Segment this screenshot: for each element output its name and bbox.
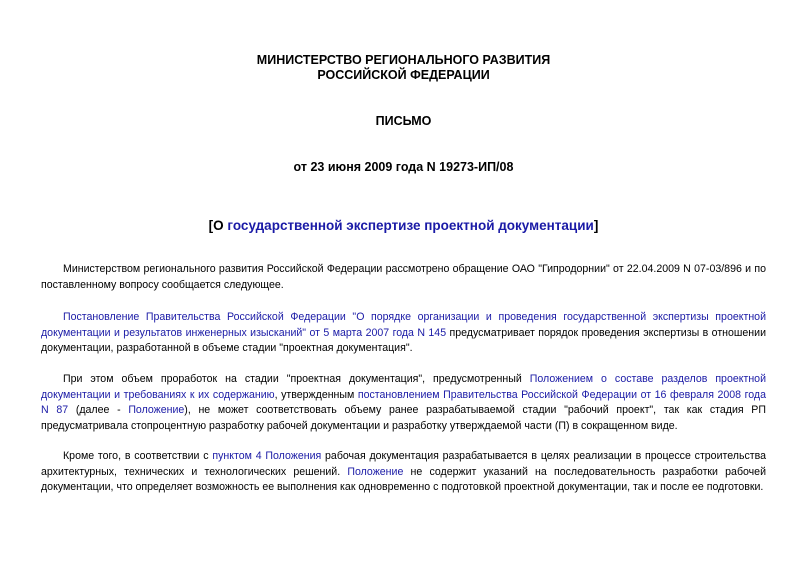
ministry-line-1: МИНИСТЕРСТВО РЕГИОНАЛЬНОГО РАЗВИТИЯ — [256, 53, 551, 67]
regulation-sections-link[interactable]: Положением о составе разделов проектной документации и требованиях к их содержанию — [41, 373, 766, 401]
regulation-link[interactable]: Положение — [128, 404, 185, 416]
paragraph-3-text-2: , утвержденным — [274, 388, 358, 401]
ministry-line-2: РОССИЙСКОЙ ФЕДЕРАЦИИ — [317, 68, 490, 82]
paragraph-2 — [41, 310, 766, 357]
document-subject — [0, 218, 807, 233]
document-date-number: от 23 июня 2009 года N 19273-ИП/08 — [293, 160, 514, 174]
paragraph-2-text: предусматривает порядок проведения экспертизы в отношении документации, разработанной в объеме стадии "проектная документация". — [41, 326, 766, 354]
decree-145-link[interactable]: Постановление Правительства Российской Федерации "О порядке организации и проведения государственной экспертизы проектной документации и результатов инженерных изысканий" от 5 марта 2007 года N 145 — [41, 311, 766, 339]
paragraph-4-text-3: не содержит указаний на последовательность разработки рабочей документации, что определяет возможность ее выполнения как одновременно с подготовкой проектной документации, так и после ее подготовки. — [41, 465, 766, 493]
subject-link[interactable]: государственной экспертизе проектной документации — [227, 218, 594, 233]
paragraph-3-text-4: ), не может соответствовать объему ранее разрабатываемой стадии "рабочий проект", так как стадия РП предусматривала стопроцентную разработку рабочей документации и разработку утверждаемой части (П) в сокращенном виде. — [41, 404, 766, 432]
subject-close: ] — [593, 218, 599, 233]
subject-open: [О — [208, 218, 228, 233]
regulation-link-2[interactable]: Положение — [347, 465, 404, 478]
ministry-heading — [0, 53, 807, 83]
paragraph-1: Министерством регионального развития Российской Федерации рассмотрено обращение ОАО "Гипродорнии" от 22.04.2009 N 07-03/896 и по поставленному вопросу сообщается следующее. — [41, 263, 766, 291]
paragraph-3-text-3: (далее - — [68, 404, 129, 416]
paragraph-3 — [41, 372, 766, 434]
paragraph-4-text-2: рабочая документация разрабатывается в целях реализации в процессе строительства архитектурных, технических и технологических решений. — [41, 450, 767, 478]
decree-87-link[interactable]: постановлением Правительства Российской Федерации от 16 февраля 2008 года N 87 — [41, 388, 767, 416]
paragraph-3-text-1: При этом объем проработок на стадии "проектная документация", предусмотренный — [63, 373, 530, 385]
clause-4-link[interactable]: пунктом 4 Положения — [212, 450, 322, 462]
paragraph-4 — [41, 449, 766, 496]
paragraph-4-text-1: Кроме того, в соответствии с — [63, 450, 213, 462]
document-type: ПИСЬМО — [375, 114, 432, 128]
